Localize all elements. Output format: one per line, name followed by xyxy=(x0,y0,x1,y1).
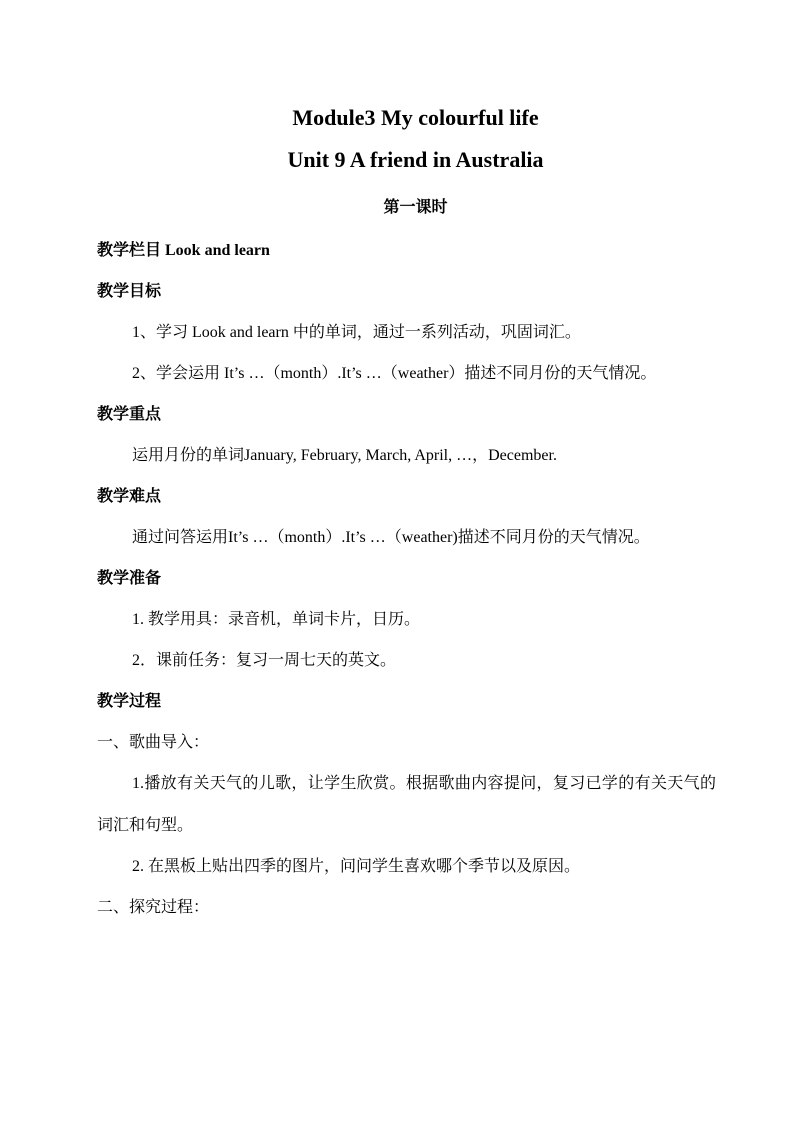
step-2-title: 二、探究过程： xyxy=(97,899,210,916)
step-1-item-2: 2. 在黑板上贴出四季的图片，问问学生喜欢哪个季节以及原因。 xyxy=(132,858,581,875)
document-title-unit: Unit 9 A friend in Australia xyxy=(287,147,544,172)
difficulty-text: 通过问答运用It’s …（month）.It’s …（weather)描述不同月份的天气情况。 xyxy=(132,529,650,546)
key-point-text: 运用月份的单词January, February, March, April, …，December. xyxy=(132,447,557,464)
document-title-module: Module3 My colourful life xyxy=(292,105,539,130)
goal-item-1: 1、学习 Look and learn 中的单词，通过一系列活动，巩固词汇。 xyxy=(132,324,581,341)
section-topic: 教学栏目 Look and learn xyxy=(97,242,270,259)
section-difficulty-heading: 教学难点 xyxy=(97,488,162,505)
step-1-title: 一、歌曲导入： xyxy=(97,734,210,751)
section-prep-heading: 教学准备 xyxy=(97,570,162,587)
section-goals-heading: 教学目标 xyxy=(97,283,162,300)
lesson-subtitle: 第一课时 xyxy=(383,199,448,216)
section-process-heading: 教学过程 xyxy=(97,693,162,710)
goal-item-2: 2、学会运用 It’s …（month）.It’s …（weather）描述不同月份的天气情况。 xyxy=(132,365,657,382)
section-key-heading: 教学重点 xyxy=(97,406,162,423)
prep-item-1: 1. 教学用具：录音机，单词卡片，日历。 xyxy=(132,611,421,628)
step-1-item-1: 1.播放有关天气的儿歌，让学生欣赏。根据歌曲内容提问，复习已学的有关天气的词汇和句型。 xyxy=(97,775,716,834)
prep-item-2: 2．课前任务：复习一周七天的英文。 xyxy=(132,652,397,669)
